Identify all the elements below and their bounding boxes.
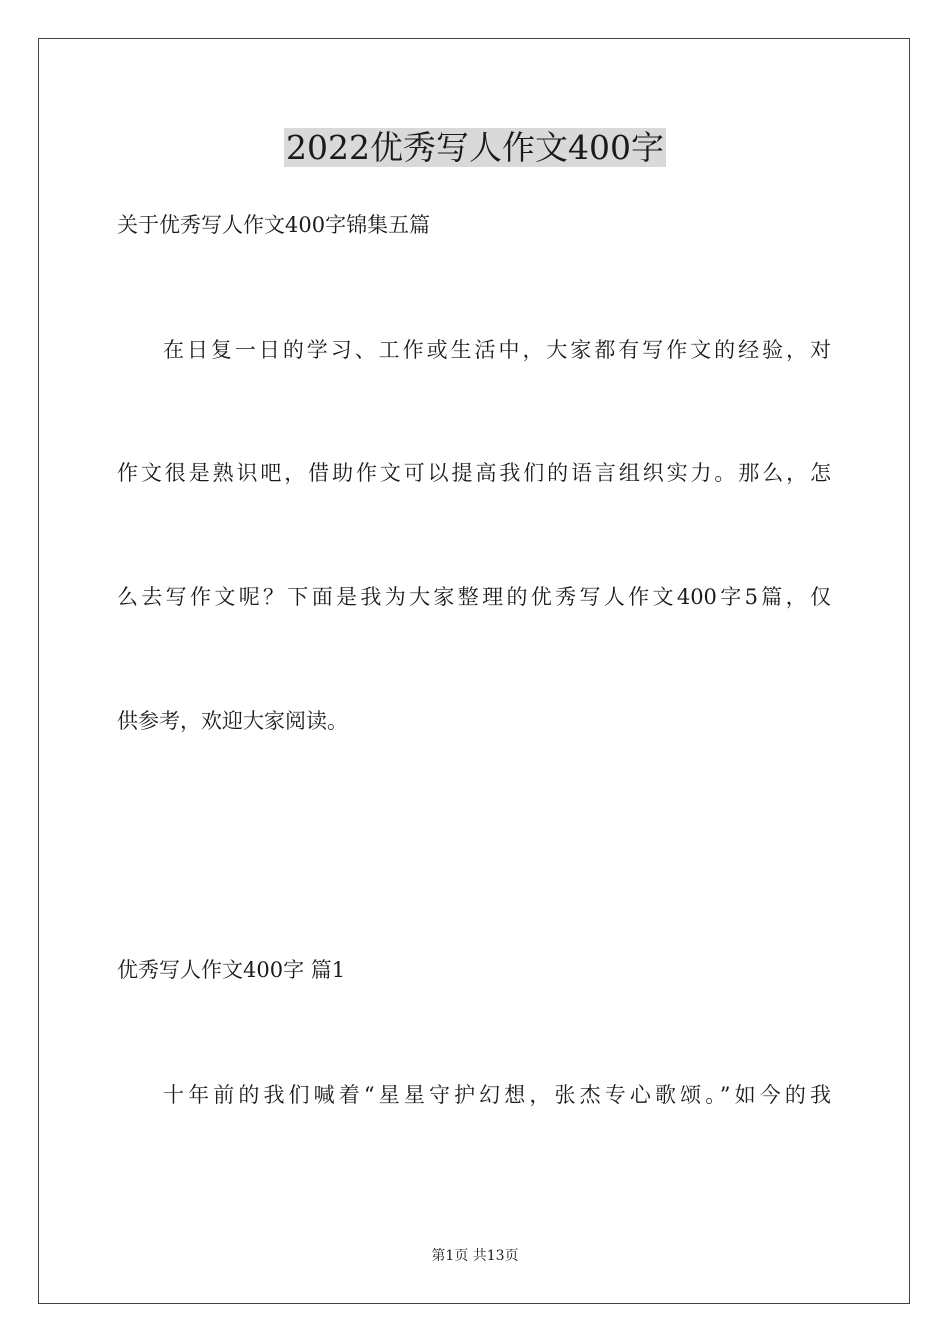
- section-line-1: 十年前的我们喊着“星星守护幻想，张杰专心歌颂。”如今的我: [163, 1083, 831, 1107]
- document-title: [0, 124, 950, 172]
- document-title-text: 2022优秀写人作文400字: [286, 128, 664, 167]
- intro-line-3: 么去写作文呢？下面是我为大家整理的优秀写人作文400字5篇，仅: [117, 585, 831, 609]
- intro-line-1: 在日复一日的学习、工作或生活中，大家都有写作文的经验，对: [163, 338, 831, 362]
- intro-line-4: 供参考，欢迎大家阅读。: [117, 709, 348, 733]
- section-heading: 优秀写人作文400字 篇1: [117, 958, 346, 982]
- document-subtitle: 关于优秀写人作文400字锦集五篇: [117, 213, 431, 237]
- intro-line-2: 作文很是熟识吧，借助作文可以提高我们的语言组织实力。那么，怎: [117, 461, 831, 485]
- page-footer: 第1页 共13页: [431, 1248, 519, 1264]
